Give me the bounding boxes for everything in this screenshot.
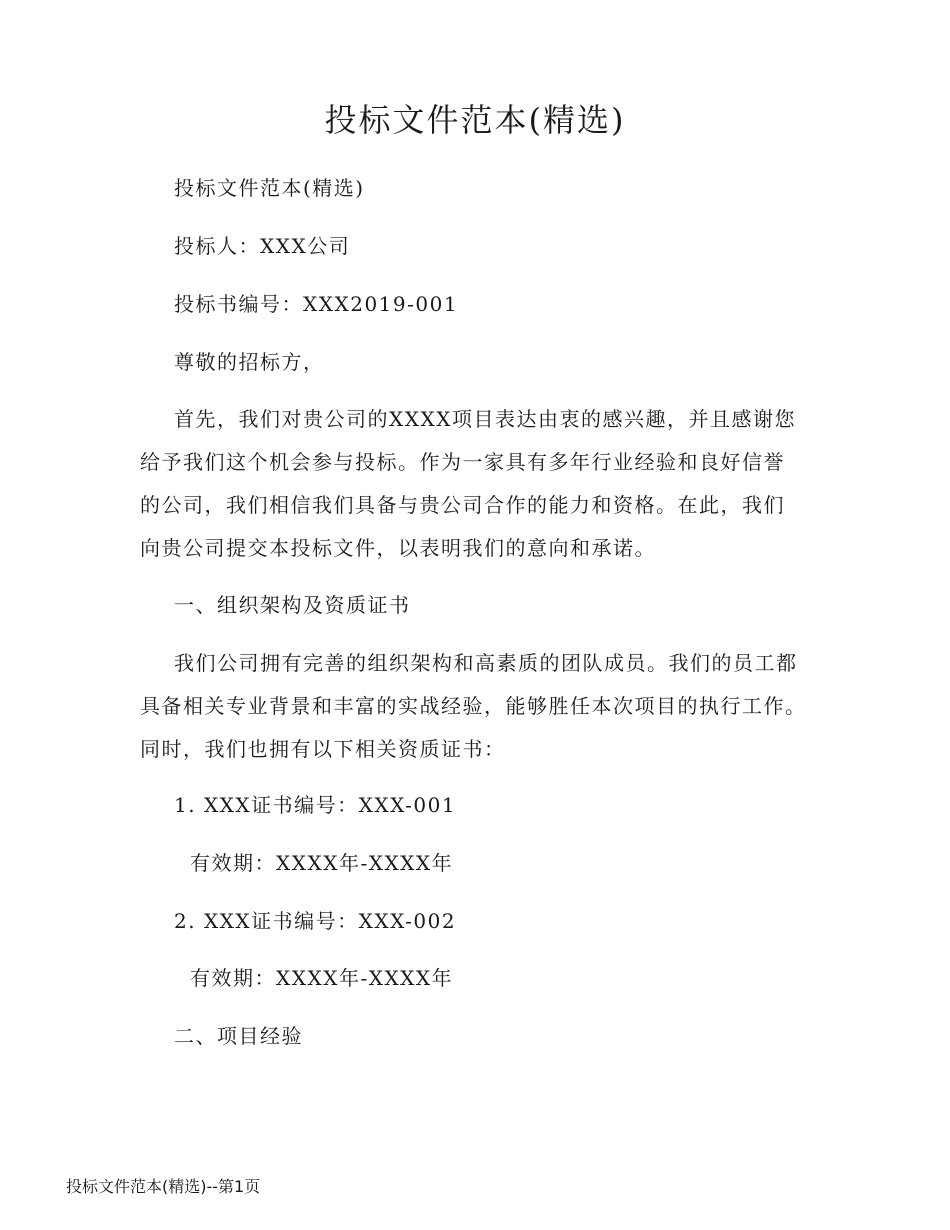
salutation-line: 尊敬的招标方， <box>174 350 325 374</box>
bid-number-line: 投标书编号：XXX2019-001 <box>174 292 459 316</box>
org-paragraph-line-1: 我们公司拥有完善的组织架构和高素质的团队成员。我们的员工都 <box>174 651 798 675</box>
page-footer: 投标文件范本(精选)--第1页 <box>66 1177 261 1196</box>
intro-paragraph-line-4: 向贵公司提交本投标文件，以表明我们的意向和承诺。 <box>140 536 656 560</box>
org-paragraph-line-3: 同时，我们也拥有以下相关资质证书： <box>140 737 506 761</box>
certificate-2-validity: 有效期：XXXX年-XXXX年 <box>190 966 454 990</box>
certificate-item-2: 2. XXX证书编号：XXX-002 <box>174 909 457 933</box>
intro-paragraph-line-2: 给予我们这个机会参与投标。作为一家具有多年行业经验和良好信誉 <box>140 450 785 474</box>
intro-paragraph-line-3: 的公司，我们相信我们具备与贵公司合作的能力和资格。在此，我们 <box>140 493 785 517</box>
subtitle-line: 投标文件范本(精选) <box>174 176 365 200</box>
intro-paragraph-line-1: 首先，我们对贵公司的XXXX项目表达由衷的感兴趣，并且感谢您 <box>174 407 796 431</box>
certificate-item-1: 1. XXX证书编号：XXX-001 <box>174 793 457 817</box>
section-heading-2: 二、项目经验 <box>174 1024 303 1048</box>
bidder-line: 投标人：XXX公司 <box>174 234 351 258</box>
org-paragraph-line-2: 具备相关专业背景和丰富的实战经验，能够胜任本次项目的执行工作。 <box>140 694 807 718</box>
certificate-1-validity: 有效期：XXXX年-XXXX年 <box>190 851 454 875</box>
document-title: 投标文件范本(精选) <box>324 101 626 139</box>
section-heading-1: 一、组织架构及资质证书 <box>174 593 411 617</box>
